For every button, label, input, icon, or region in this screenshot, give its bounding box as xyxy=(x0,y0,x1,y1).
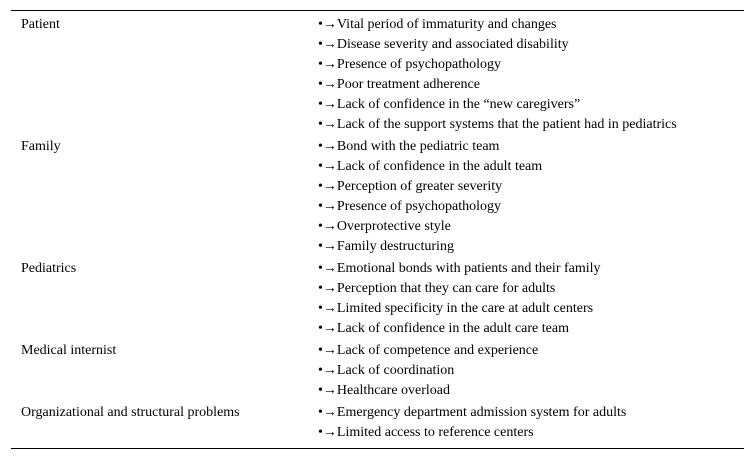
bullet-arrow-icon: •→ xyxy=(318,383,337,398)
list-item: •→Perception of greater severity xyxy=(318,179,503,194)
bullet-arrow-icon: •→ xyxy=(318,117,337,132)
list-item: •→Emotional bonds with patients and their family xyxy=(318,261,601,276)
list-item: •→Vital period of immaturity and changes xyxy=(318,17,557,32)
list-item: •→Lack of confidence in the adult team xyxy=(318,159,543,174)
bullet-arrow-icon: •→ xyxy=(318,321,337,336)
bullet-arrow-icon: •→ xyxy=(318,159,337,174)
bullet-arrow-icon: •→ xyxy=(318,97,337,112)
table-row-organizational xyxy=(11,403,744,443)
bullet-arrow-icon: •→ xyxy=(318,219,337,234)
list-item: •→Poor treatment adherence xyxy=(318,77,480,92)
list-item: •→Lack of confidence in the “new caregivers” xyxy=(318,97,581,112)
bullet-arrow-icon: •→ xyxy=(318,425,337,440)
table-row-pediatrics xyxy=(11,259,744,339)
list-item: •→Lack of the support systems that the patient had in pediatrics xyxy=(318,117,677,132)
bullet-arrow-icon: •→ xyxy=(318,405,337,420)
item-list xyxy=(318,341,744,401)
bullet-arrow-icon: •→ xyxy=(318,57,337,72)
bullet-arrow-icon: •→ xyxy=(318,261,337,276)
list-item: •→Lack of confidence in the adult care team xyxy=(318,321,569,336)
list-item: •→Limited access to reference centers xyxy=(318,425,534,440)
list-item: •→Presence of psychopathology xyxy=(318,57,501,72)
list-item: •→Bond with the pediatric team xyxy=(318,139,500,154)
bullet-arrow-icon: •→ xyxy=(318,363,337,378)
list-item: •→Emergency department admission system for adults xyxy=(318,405,627,420)
bullet-arrow-icon: •→ xyxy=(318,77,337,92)
bullet-arrow-icon: •→ xyxy=(318,239,337,254)
item-list xyxy=(318,259,744,339)
bullet-arrow-icon: •→ xyxy=(318,17,337,32)
category-label: Medical internist xyxy=(21,343,117,358)
bullet-arrow-icon: •→ xyxy=(318,281,337,296)
list-item: •→Perception that they can care for adults xyxy=(318,281,556,296)
table-row-patient xyxy=(11,15,744,135)
list-item: •→Overprotective style xyxy=(318,219,451,234)
bullet-arrow-icon: •→ xyxy=(318,139,337,154)
category-label: Organizational and structural problems xyxy=(21,405,240,420)
category-label: Family xyxy=(21,139,61,154)
table-row-medical-internist xyxy=(11,341,744,401)
list-item: •→Limited specificity in the care at adult centers xyxy=(318,301,594,316)
bullet-arrow-icon: •→ xyxy=(318,199,337,214)
list-item: •→Presence of psychopathology xyxy=(318,199,501,214)
list-item: •→Healthcare overload xyxy=(318,383,451,398)
list-item: •→Family destructuring xyxy=(318,239,454,254)
table-row-family xyxy=(11,137,744,257)
list-item: •→Disease severity and associated disability xyxy=(318,37,569,52)
bullet-arrow-icon: •→ xyxy=(318,37,337,52)
bullet-arrow-icon: •→ xyxy=(318,301,337,316)
bullet-arrow-icon: •→ xyxy=(318,343,337,358)
category-label: Pediatrics xyxy=(21,261,77,276)
barriers-table xyxy=(11,10,744,449)
item-list xyxy=(318,15,744,135)
item-list xyxy=(318,403,744,443)
bullet-arrow-icon: •→ xyxy=(318,179,337,194)
list-item: •→Lack of competence and experience xyxy=(318,343,539,358)
item-list xyxy=(318,137,744,257)
category-label: Patient xyxy=(21,17,60,32)
list-item: •→Lack of coordination xyxy=(318,363,455,378)
